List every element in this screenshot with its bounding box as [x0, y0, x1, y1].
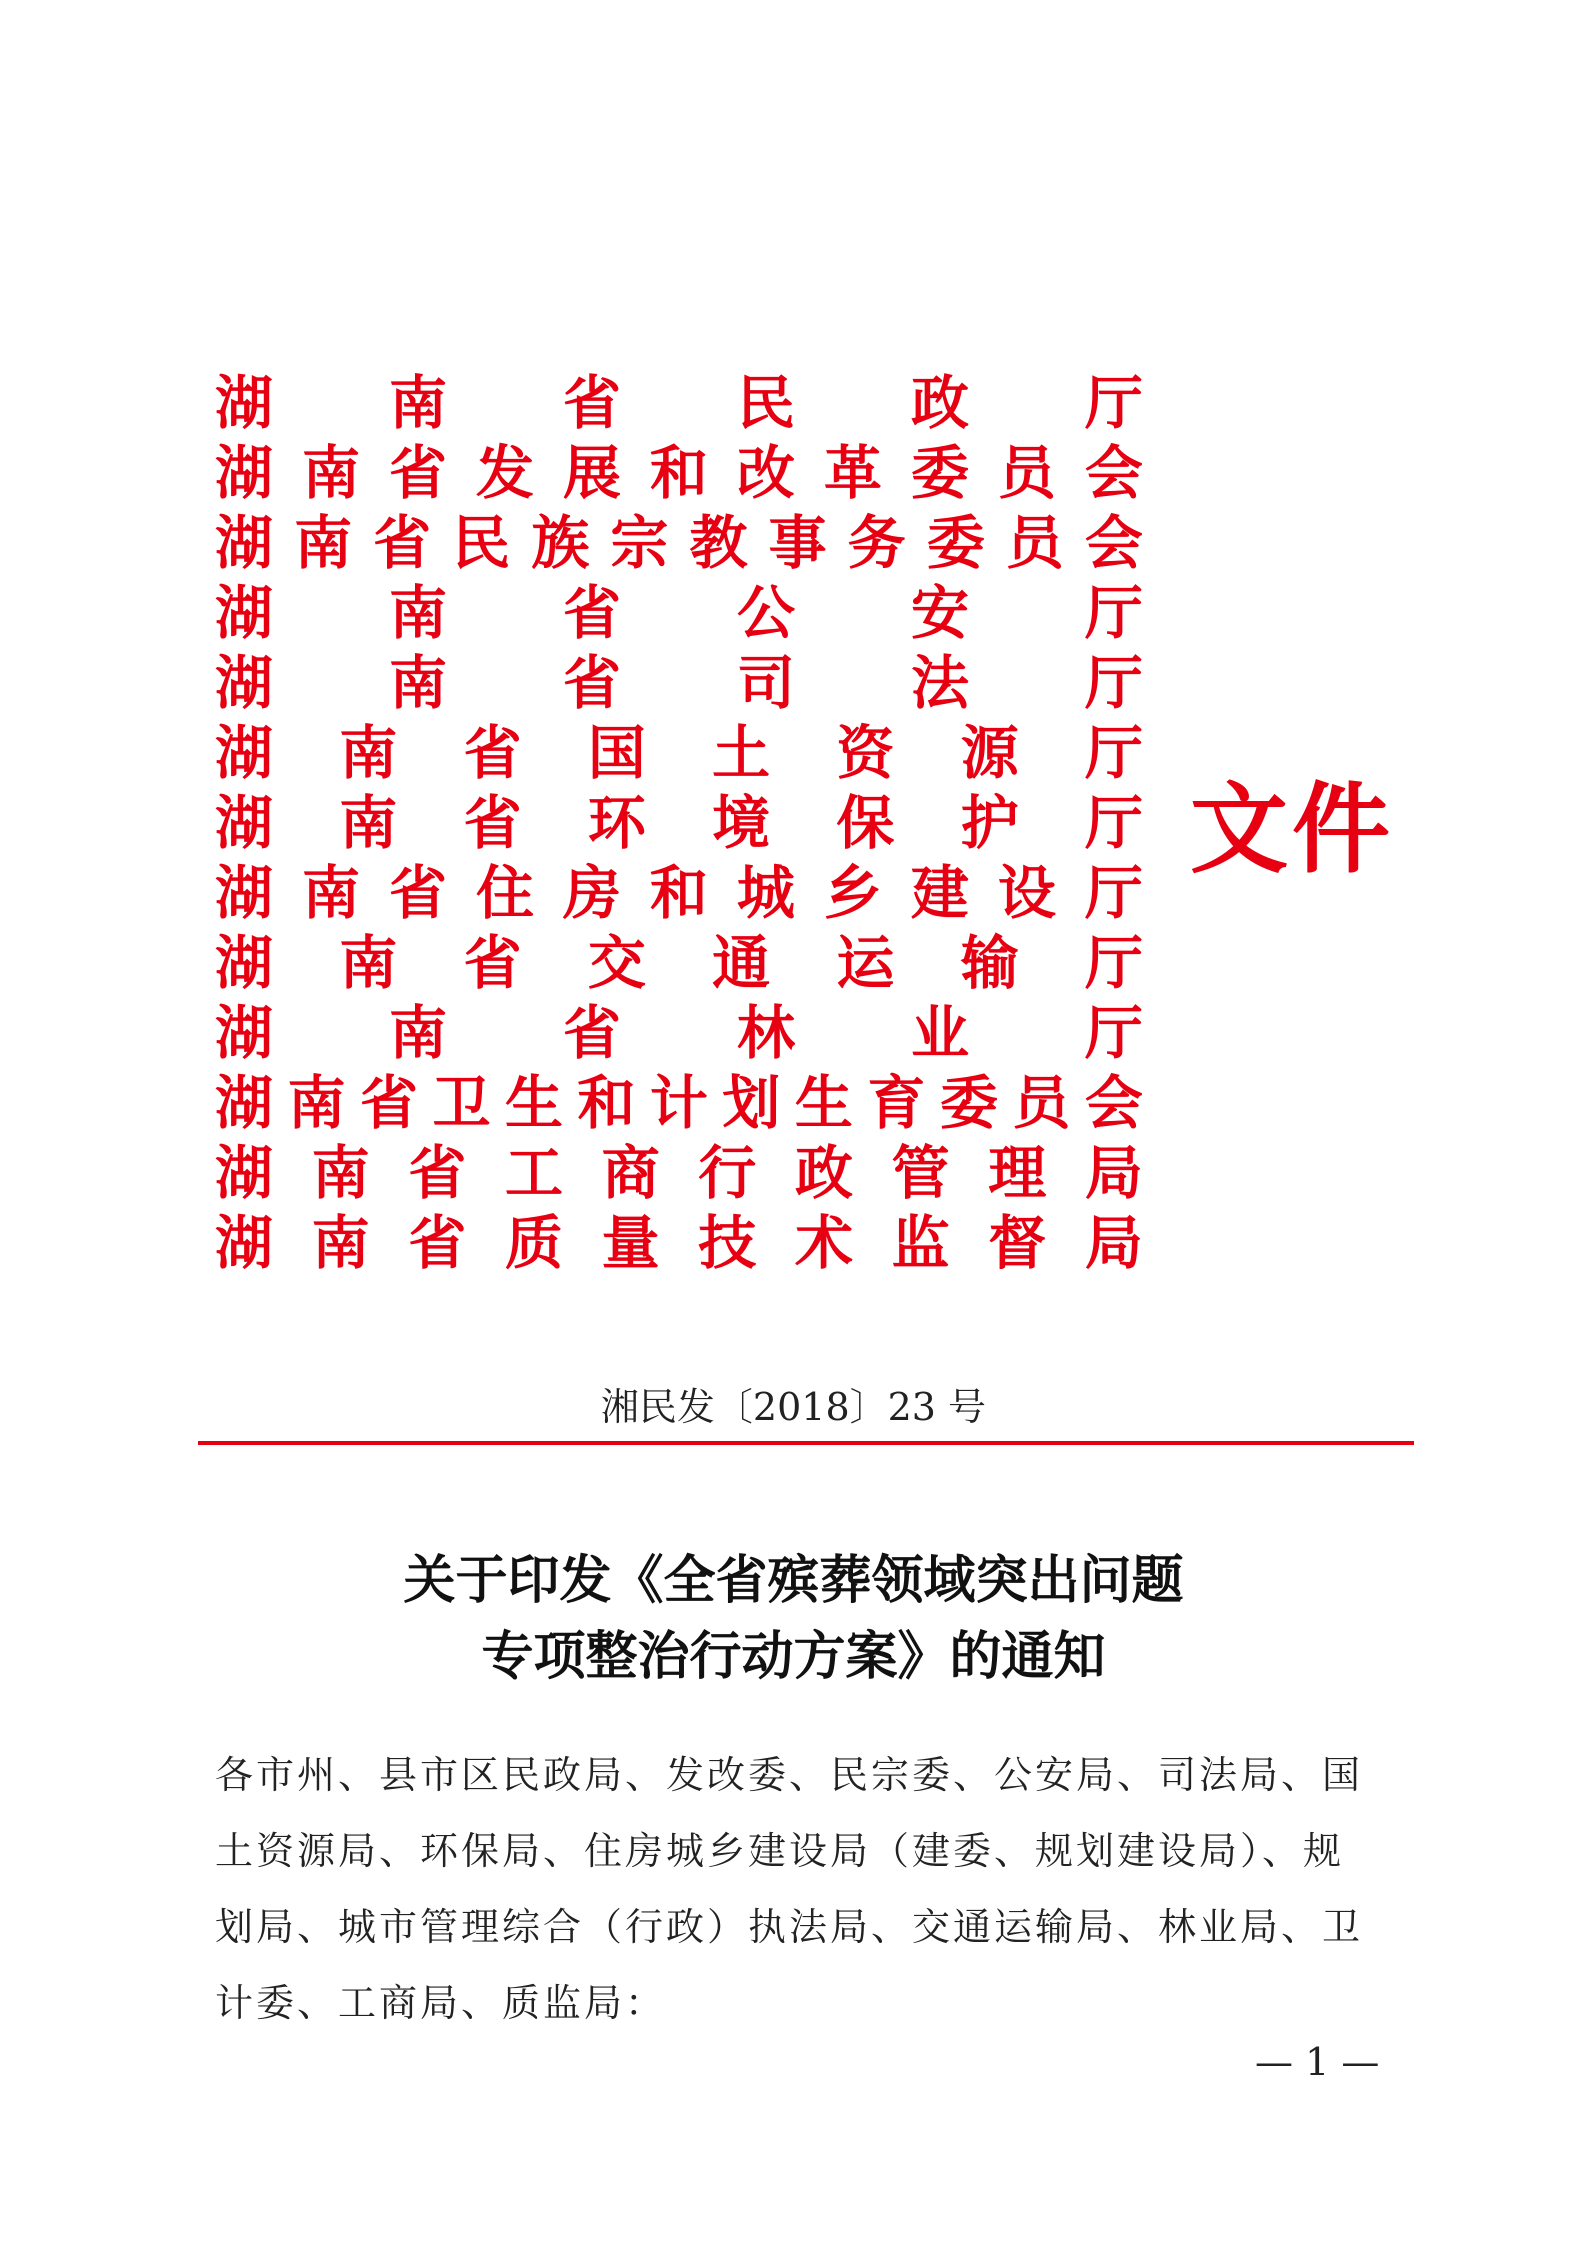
issuer-char: 厅	[1084, 999, 1143, 1067]
issuer-char: 教	[689, 509, 748, 577]
issuer-char: 南	[311, 1139, 370, 1207]
issuer-char: 湖	[215, 369, 274, 437]
issuer-char: 设	[997, 859, 1056, 927]
body-line: 各市州、县市区民政局、发改委、民宗委、公安局、司法局、国	[215, 1753, 1364, 1797]
issuer-char: 境	[712, 789, 771, 857]
issuer-char: 技	[698, 1209, 757, 1277]
issuer-char: 南	[388, 649, 447, 717]
issuer-line	[215, 998, 1143, 1068]
issuer-char: 督	[988, 1209, 1047, 1277]
issuer-char: 湖	[215, 859, 274, 927]
title-line-1: 关于印发《全省殡葬领域突出问题	[403, 1550, 1184, 1611]
issuer-char: 发	[475, 439, 534, 507]
red-divider	[198, 1441, 1414, 1445]
recipients-paragraph	[215, 1737, 1405, 2041]
issuer-char: 厅	[1084, 719, 1143, 787]
issuer-char: 员	[1012, 1069, 1071, 1137]
issuer-char: 湖	[215, 439, 274, 507]
issuer-line	[215, 788, 1143, 858]
issuer-char: 省	[359, 1069, 418, 1137]
issuer-char: 育	[867, 1069, 926, 1137]
issuer-char: 委	[910, 439, 969, 507]
issuer-char: 省	[463, 719, 522, 787]
issuer-line	[215, 438, 1143, 508]
issuer-char: 会	[1084, 439, 1143, 507]
issuer-char: 省	[388, 859, 447, 927]
issuer-char: 源	[960, 719, 1019, 787]
issuer-char: 林	[736, 999, 795, 1067]
issuer-char: 省	[562, 649, 621, 717]
issuer-char: 理	[988, 1139, 1047, 1207]
issuer-char: 湖	[215, 649, 274, 717]
issuer-line	[215, 578, 1143, 648]
issuer-line	[215, 1208, 1143, 1278]
issuer-char: 厅	[1084, 579, 1143, 647]
file-label: 文件	[1190, 772, 1395, 887]
issuer-char: 省	[408, 1139, 467, 1207]
issuer-char: 城	[736, 859, 795, 927]
issuer-char: 务	[847, 509, 906, 577]
issuer-char: 环	[587, 789, 646, 857]
issuer-char: 和	[649, 439, 708, 507]
issuer-char: 厅	[1084, 649, 1143, 717]
body-line: 划局、城市管理综合（行政）执法局、交通运输局、林业局、卫	[215, 1905, 1364, 1949]
issuer-char: 民	[736, 369, 795, 437]
issuer-char: 湖	[215, 999, 274, 1067]
issuer-char: 生	[794, 1069, 853, 1137]
issuer-char: 乡	[823, 859, 882, 927]
issuer-char: 湖	[215, 579, 274, 647]
issuer-char: 展	[562, 439, 621, 507]
issuer-char: 省	[463, 789, 522, 857]
issuer-char: 南	[301, 439, 360, 507]
issuer-block	[215, 368, 1143, 1278]
issuer-char: 南	[388, 999, 447, 1067]
issuer-char: 事	[768, 509, 827, 577]
issuer-char: 住	[475, 859, 534, 927]
issuer-char: 法	[910, 649, 969, 717]
issuer-char: 交	[587, 929, 646, 997]
issuer-char: 局	[1084, 1209, 1143, 1277]
issuer-char: 湖	[215, 789, 274, 857]
issuer-char: 和	[577, 1069, 636, 1137]
issuer-char: 族	[531, 509, 590, 577]
issuer-char: 计	[649, 1069, 708, 1137]
issuer-char: 局	[1084, 1139, 1143, 1207]
issuer-char: 输	[960, 929, 1019, 997]
issuer-char: 厅	[1084, 369, 1143, 437]
issuer-char: 国	[587, 719, 646, 787]
issuer-char: 保	[836, 789, 895, 857]
body-line: 土资源局、环保局、住房城乡建设局（建委、规划建设局）、规	[215, 1829, 1345, 1873]
issuer-char: 省	[373, 509, 432, 577]
issuer-char: 术	[794, 1209, 853, 1277]
issuer-line	[215, 508, 1143, 578]
issuer-char: 厅	[1084, 929, 1143, 997]
issuer-char: 和	[649, 859, 708, 927]
issuer-char: 省	[388, 439, 447, 507]
issuer-char: 南	[301, 859, 360, 927]
issuer-char: 南	[287, 1069, 346, 1137]
issuer-char: 省	[562, 999, 621, 1067]
issuer-char: 南	[294, 509, 353, 577]
issuer-char: 通	[712, 929, 771, 997]
issuer-char: 工	[504, 1139, 563, 1207]
issuer-char: 湖	[215, 1139, 274, 1207]
document-title	[0, 1543, 1587, 1695]
issuer-char: 省	[408, 1209, 467, 1277]
issuer-char: 湖	[215, 1209, 274, 1277]
issuer-char: 管	[891, 1139, 950, 1207]
issuer-char: 员	[1005, 509, 1064, 577]
issuer-char: 土	[712, 719, 771, 787]
issuer-char: 业	[910, 999, 969, 1067]
issuer-char: 资	[836, 719, 895, 787]
issuer-line	[215, 368, 1143, 438]
issuer-char: 会	[1084, 1069, 1143, 1137]
issuer-char: 宗	[610, 509, 669, 577]
issuer-char: 南	[388, 369, 447, 437]
issuer-char: 湖	[215, 1069, 274, 1137]
page-number: — 1 —	[1255, 2040, 1380, 2084]
issuer-char: 质	[504, 1209, 563, 1277]
issuer-char: 南	[311, 1209, 370, 1277]
issuer-char: 公	[736, 579, 795, 647]
issuer-line	[215, 1068, 1143, 1138]
issuer-char: 省	[463, 929, 522, 997]
issuer-char: 量	[601, 1209, 660, 1277]
issuer-char: 南	[339, 719, 398, 787]
issuer-char: 会	[1084, 509, 1143, 577]
issuer-char: 护	[960, 789, 1019, 857]
issuer-char: 生	[504, 1069, 563, 1137]
issuer-line	[215, 858, 1143, 928]
document-number: 湘民发〔2018〕23 号	[600, 1385, 987, 1429]
issuer-char: 政	[794, 1139, 853, 1207]
issuer-char: 湖	[215, 509, 274, 577]
issuer-char: 省	[562, 369, 621, 437]
body-line: 计委、工商局、质监局：	[215, 1981, 667, 2025]
issuer-char: 卫	[432, 1069, 491, 1137]
issuer-char: 司	[736, 649, 795, 717]
issuer-char: 南	[339, 789, 398, 857]
issuer-char: 建	[910, 859, 969, 927]
issuer-char: 改	[736, 439, 795, 507]
issuer-char: 厅	[1084, 859, 1143, 927]
issuer-char: 南	[339, 929, 398, 997]
issuer-char: 商	[601, 1139, 660, 1207]
issuer-char: 运	[836, 929, 895, 997]
issuer-line	[215, 1138, 1143, 1208]
issuer-char: 湖	[215, 929, 274, 997]
issuer-char: 省	[562, 579, 621, 647]
issuer-char: 民	[452, 509, 511, 577]
issuer-char: 监	[891, 1209, 950, 1277]
issuer-char: 湖	[215, 719, 274, 787]
issuer-char: 行	[698, 1139, 757, 1207]
issuer-char: 委	[939, 1069, 998, 1137]
issuer-char: 革	[823, 439, 882, 507]
issuer-char: 厅	[1084, 789, 1143, 857]
issuer-line	[215, 648, 1143, 718]
issuer-line	[215, 928, 1143, 998]
issuer-char: 房	[562, 859, 621, 927]
issuer-char: 员	[997, 439, 1056, 507]
title-line-2: 专项整治行动方案》的通知	[481, 1626, 1106, 1687]
issuer-char: 委	[926, 509, 985, 577]
issuer-char: 南	[388, 579, 447, 647]
issuer-line	[215, 718, 1143, 788]
issuer-char: 政	[910, 369, 969, 437]
issuer-char: 划	[722, 1069, 781, 1137]
issuer-char: 安	[910, 579, 969, 647]
